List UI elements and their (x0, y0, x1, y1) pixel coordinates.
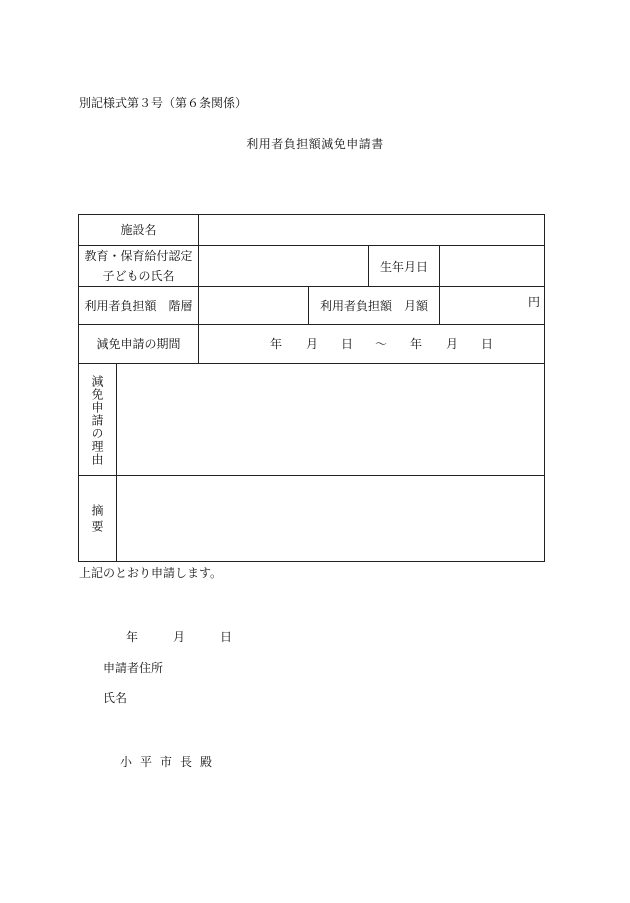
date-month: 月 (173, 630, 186, 644)
burden-level-field[interactable] (199, 287, 308, 324)
yen-unit: 円 (528, 295, 541, 309)
date-year: 年 (126, 630, 139, 644)
child-name-field[interactable] (199, 246, 368, 286)
period-start-day: 日 (341, 337, 354, 351)
period-start-year: 年 (270, 337, 283, 351)
burden-level-label: 利用者負担額 階層 (84, 299, 193, 313)
remarks-label: 摘要 (90, 504, 104, 536)
child-name-label-line2: 子どもの氏名 (102, 269, 175, 283)
birthdate-field[interactable] (440, 246, 544, 286)
child-name-label-line1: 教育・保育給付認定 (84, 249, 193, 263)
applicant-name-label: 氏名 (103, 691, 128, 705)
period-label: 減免申請の期間 (96, 337, 181, 351)
period-tilde: ～ (375, 337, 388, 351)
birthdate-label: 生年月日 (379, 260, 428, 274)
application-statement: 上記のとおり申請します。 (79, 566, 223, 580)
period-end-year: 年 (410, 337, 423, 351)
reason-field[interactable] (117, 364, 544, 475)
remarks-field[interactable] (117, 476, 544, 561)
form-number-label: 別記様式第３号（第６条関係） (79, 96, 248, 110)
addressee: 小平市長殿 (120, 755, 221, 769)
facility-name-field[interactable] (199, 215, 544, 245)
document-title: 利用者負担額減免申請書 (246, 137, 384, 151)
facility-name-label: 施設名 (120, 223, 157, 237)
date-day: 日 (220, 630, 233, 644)
monthly-amount-label: 利用者負担額 月額 (319, 299, 428, 313)
applicant-address-label: 申請者住所 (103, 661, 164, 675)
period-end-month: 月 (446, 337, 459, 351)
period-start-month: 月 (306, 337, 319, 351)
application-form-table (78, 214, 545, 562)
reason-label: 減免申請の理由 (90, 375, 104, 466)
period-end-day: 日 (481, 337, 494, 351)
